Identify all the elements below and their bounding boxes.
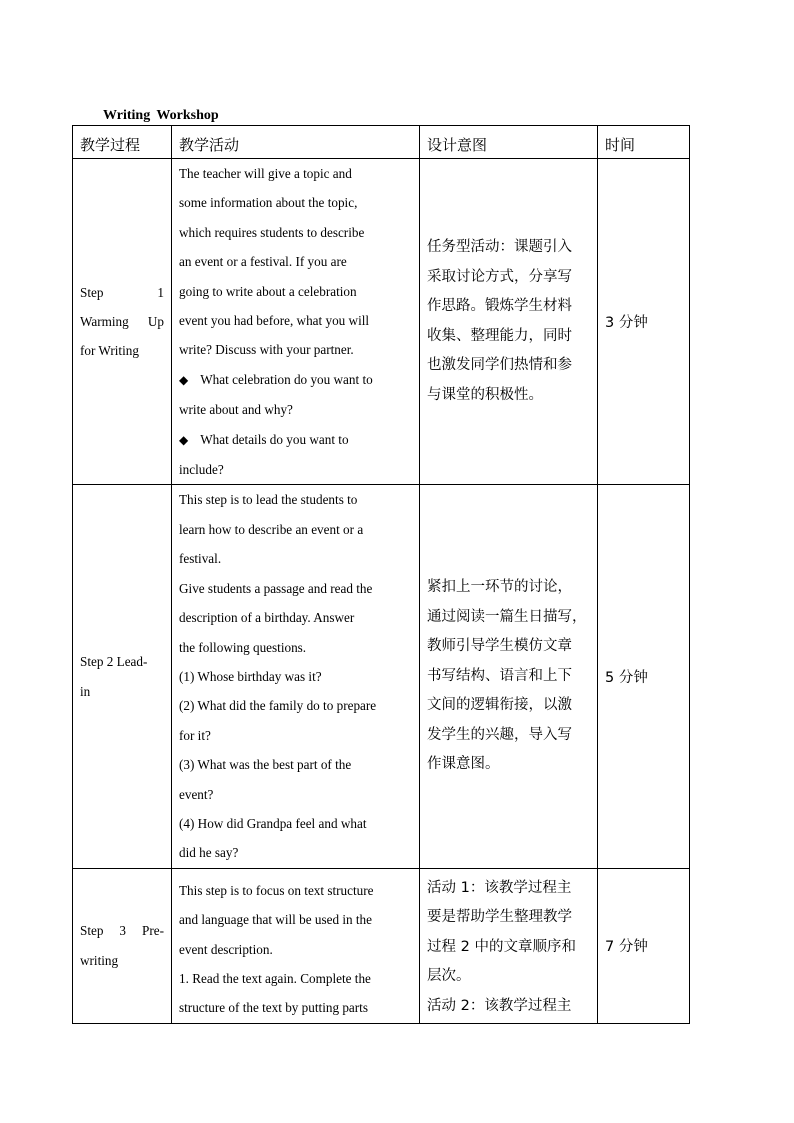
- intent-cell: [420, 159, 598, 485]
- activity-line: festival.: [179, 551, 222, 567]
- activity-line: (2) What did the family do to prepare: [179, 698, 377, 714]
- activity-line: description of a birthday. Answer: [179, 610, 355, 626]
- step-cell: [73, 868, 172, 1023]
- activity-line: write about and why?: [179, 402, 293, 418]
- activity-cell: [172, 485, 420, 868]
- activity-line: Give students a passage and read the: [179, 580, 373, 596]
- intent-line: 紧扣上一环节的讨论，: [427, 579, 572, 596]
- table-row: [73, 868, 690, 1023]
- bullet-item: ◆ What celebration do you want to: [179, 371, 373, 387]
- activity-line: some information about the topic,: [179, 195, 358, 211]
- activity-line: an event or a festival. If you are: [179, 254, 347, 270]
- step-label: Step 2 Lead-: [80, 654, 148, 670]
- intent-line: 活动 1：该教学过程主: [427, 879, 572, 896]
- document-title: Writing Workshop: [103, 108, 219, 123]
- step-label: writing: [80, 952, 119, 968]
- intent-line: 也激发同学们热情和参: [427, 357, 572, 374]
- time-cell: 5 分钟: [598, 485, 690, 868]
- intent-cell: [420, 868, 598, 1023]
- header-cell-intent: 设计意图: [420, 126, 598, 159]
- intent-line: 要是帮助学生整理教学: [427, 909, 572, 926]
- intent-line: 作课意图。: [427, 756, 500, 773]
- diamond-bullet-icon: ◆: [179, 372, 189, 387]
- activity-line: the following questions.: [179, 639, 307, 655]
- activity-line: structure of the text by putting parts: [179, 1000, 368, 1016]
- intent-line: 作思路。锻炼学生材料: [427, 298, 572, 315]
- header-cell-time: 时间: [598, 126, 690, 159]
- intent-line: 教师引导学生模仿文章: [427, 638, 572, 655]
- activity-line: learn how to describe an event or a: [179, 521, 364, 537]
- activity-line: The teacher will give a topic and: [179, 166, 352, 181]
- diamond-bullet-icon: ◆: [179, 432, 189, 447]
- activity-line: (1) Whose birthday was it?: [179, 668, 322, 684]
- step-label: Step 3 Pre-: [80, 923, 164, 939]
- activity-line: and language that will be used in the: [179, 912, 372, 928]
- step-cell: [73, 159, 172, 485]
- activity-line: event?: [179, 786, 214, 802]
- intent-cell: [420, 485, 598, 868]
- activity-line: include?: [179, 462, 224, 478]
- activity-line: (4) How did Grandpa feel and what: [179, 815, 367, 831]
- activity-line: This step is to focus on text structure: [179, 882, 374, 898]
- table-row: [73, 485, 690, 868]
- intent-line: 活动 2：该教学过程主: [427, 997, 572, 1014]
- step-label: in: [80, 683, 91, 699]
- activity-line: write? Discuss with your partner.: [179, 342, 354, 358]
- activity-cell: [172, 159, 420, 485]
- intent-line: 通过阅读一篇生日描写，: [427, 608, 587, 625]
- step-label: for Writing: [80, 343, 139, 359]
- activity-line: going to write about a celebration: [179, 283, 357, 299]
- activity-line: did he say?: [179, 845, 239, 861]
- table-row: [73, 159, 690, 485]
- bullet-item: ◆ What details do you want to: [179, 431, 349, 447]
- table-header-row: [73, 126, 690, 159]
- step-cell: [73, 485, 172, 868]
- header-cell-process: 教学过程: [73, 126, 172, 159]
- intent-line: 层次。: [427, 968, 471, 985]
- intent-line: 与课堂的积极性。: [427, 386, 543, 403]
- intent-line: 书写结构、语言和上下: [427, 667, 572, 684]
- activity-cell: [172, 868, 420, 1023]
- intent-line: 收集、整理能力，同时: [427, 327, 572, 344]
- activity-line: (3) What was the best part of the: [179, 757, 352, 773]
- activity-line: event you had before, what you will: [179, 313, 370, 329]
- activity-line: for it?: [179, 727, 211, 743]
- header-cell-activity: 教学活动: [172, 126, 420, 159]
- intent-line: 文间的逻辑衔接，以激: [427, 697, 572, 714]
- activity-line: which requires students to describe: [179, 224, 365, 240]
- time-cell: 3 分钟: [598, 159, 690, 485]
- step-label: Step 1: [80, 284, 164, 300]
- time-cell: 7 分钟: [598, 868, 690, 1023]
- intent-line: 发学生的兴趣，导入写: [427, 726, 572, 743]
- step-label: Warming Up: [80, 314, 164, 330]
- intent-line: 任务型活动：课题引入: [427, 239, 572, 256]
- activity-line: 1. Read the text again. Complete the: [179, 970, 371, 986]
- activity-line: event description.: [179, 941, 273, 957]
- intent-line: 采取讨论方式，分享写: [427, 268, 572, 285]
- intent-line: 过程 2 中的文章顺序和: [427, 938, 576, 955]
- lesson-plan-table: [72, 125, 690, 1024]
- activity-line: This step is to lead the students to: [179, 492, 358, 508]
